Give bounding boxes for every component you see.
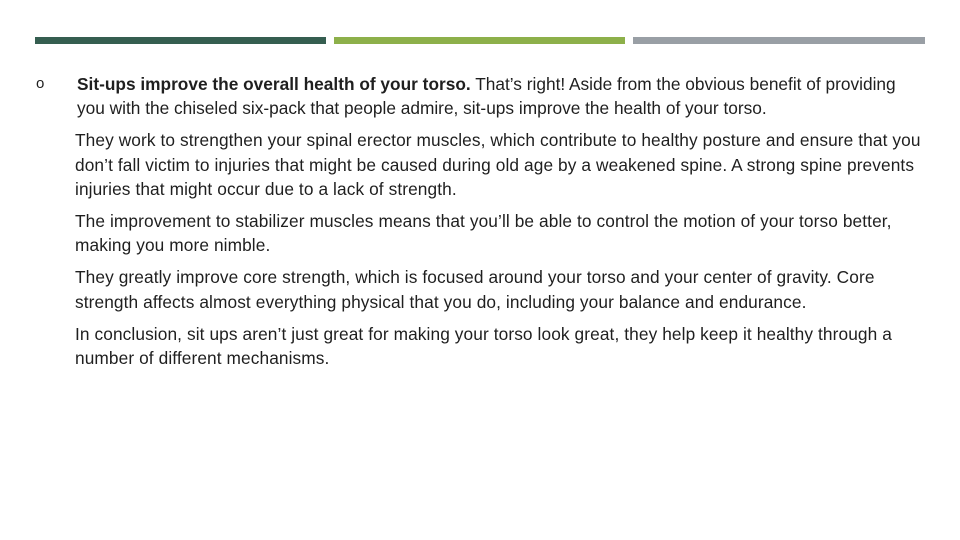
- paragraph-spinal-erectors: They work to strengthen your spinal erector muscles, which contribute to healthy posture and ensure that you don’t fall victim to injuries that might be caused during old age by a weakened spine. A strong spine prevents injuries that might occur due to a lack of strength.: [75, 130, 921, 199]
- paragraph-conclusion: In conclusion, sit ups aren’t just great for making your torso look great, they help keep it healthy through a number of different mechanisms.: [75, 323, 892, 369]
- bullet-circle-icon: o: [36, 75, 45, 92]
- accent-bar-light-green: [334, 37, 625, 44]
- accent-bar-dark-green: [35, 37, 326, 44]
- accent-bars: [35, 37, 925, 44]
- lead-heading: Sit-ups improve the overall health of your torso.: [77, 74, 471, 94]
- lead-text: That’s right! Aside from the obvious benefit of providing you with the chiseled six-pack that people admire, sit-ups improve the health of your torso.: [77, 74, 896, 119]
- slide-body: [36, 72, 926, 370]
- paragraph-stabilizer-muscles: The improvement to stabilizer muscles means that you’ll be able to control the motion of your torso better, making you more nimble.: [75, 211, 892, 256]
- paragraph-core-strength: They greatly improve core strength, which is focused around your torso and your center of gravity. Core strength affects almost everything physical that you do, including your balance and endurance.: [75, 267, 875, 312]
- lead-bullet-item: [36, 72, 926, 120]
- accent-bar-gray: [633, 37, 925, 44]
